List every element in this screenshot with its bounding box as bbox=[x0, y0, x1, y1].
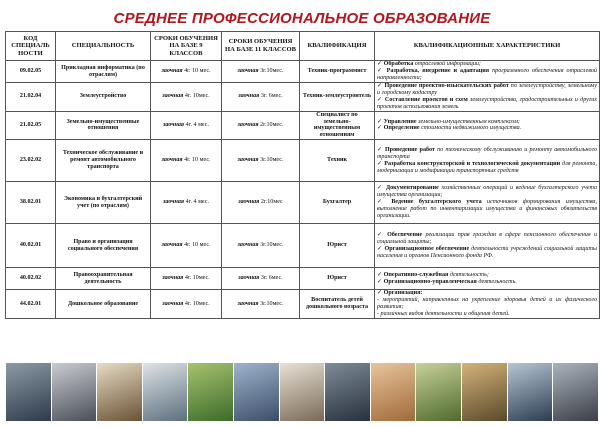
table-row bbox=[6, 268, 600, 290]
cell-specialty: Земельно-имущественные отношения bbox=[56, 111, 151, 140]
characteristic-text: хозяйственных операций и ведение бухгалтерского учета имущества организации; bbox=[377, 185, 597, 199]
cell-code: 23.02.02 bbox=[6, 140, 56, 182]
characteristic-text: деятельность; bbox=[449, 271, 489, 278]
characteristic-item bbox=[377, 311, 597, 318]
term9-mode: заочная bbox=[162, 275, 184, 282]
term9-value: 4г. 10 мес. bbox=[184, 157, 211, 164]
page-title: СРЕДНЕЕ ПРОФЕССИОНАЛЬНОЕ ОБРАЗОВАНИЕ bbox=[113, 10, 491, 27]
term11-mode: заочная bbox=[237, 300, 259, 307]
term11-mode: заочная bbox=[237, 157, 259, 164]
table-row bbox=[6, 83, 600, 112]
cell-term11 bbox=[222, 268, 300, 290]
characteristic-item: ✓ Оперативно-служебная деятельность; bbox=[377, 271, 489, 278]
cell-qualification: Юрист bbox=[300, 224, 375, 268]
photo-strip bbox=[6, 363, 598, 421]
term9-mode: заочная bbox=[162, 199, 185, 206]
term9-mode: заочная bbox=[162, 300, 184, 307]
table-row bbox=[6, 111, 600, 140]
cell-term9 bbox=[151, 61, 222, 83]
header-characteristics: КВАЛИФИКАЦИОННЫЕ ХАРАКТЕРИСТИКИ bbox=[375, 32, 600, 61]
characteristic-item: ✓ Документирование хозяйственных операций и ведение бухгалтерского учета имущества организации; bbox=[377, 185, 597, 199]
characteristic-bold: Разработка, внедрение и адаптация bbox=[386, 68, 490, 75]
table-row bbox=[6, 182, 600, 224]
characteristic-bold: Организация: bbox=[383, 290, 423, 297]
cell-code: 21.02.04 bbox=[6, 83, 56, 112]
term9-value: 4г. 10мес. bbox=[184, 300, 210, 307]
cell-qualification: Воспитатель детей дошкольного возраста bbox=[300, 290, 375, 319]
characteristic-bold: Организационно-управленческая bbox=[383, 278, 477, 285]
cell-characteristics bbox=[375, 111, 600, 140]
photo-laptop bbox=[325, 363, 370, 421]
characteristic-item: ✓ Составление проектов и схем землеустройства, градостроительных и других проектов использования земель bbox=[377, 96, 597, 110]
characteristic-bold: Ведение бухгалтерского учета bbox=[391, 199, 482, 206]
cell-specialty: Дошкольное образование bbox=[56, 290, 151, 319]
photo-car-service bbox=[553, 363, 598, 421]
cell-specialty: Правоохранительная деятельность bbox=[56, 268, 151, 290]
cell-term9 bbox=[151, 268, 222, 290]
term9-value: 4г. 4 мес. bbox=[185, 199, 210, 206]
cell-code: 09.02.05 bbox=[6, 61, 56, 83]
characteristic-bold: Определение bbox=[383, 125, 420, 132]
term11-value: 2г.10мес bbox=[260, 199, 283, 206]
photo-mechanic bbox=[508, 363, 553, 421]
term9-mode: заочная bbox=[161, 242, 183, 249]
characteristic-bold: Организационное обеспечение bbox=[384, 245, 470, 252]
characteristic-item: ✓ Проведение работ по техническому обслуживанию и ремонту автомобильного транспорта bbox=[377, 146, 597, 160]
characteristic-bold: Управление bbox=[383, 118, 417, 125]
characteristic-item: ✓ Разработка, внедрение и адаптация программного обеспечения отраслевой направленности; bbox=[377, 68, 597, 81]
characteristic-bold: Обработка bbox=[383, 61, 414, 68]
photo-writing bbox=[280, 363, 325, 421]
photo-land-model bbox=[188, 363, 233, 421]
characteristic-text: по техническому обслуживанию и ремонту автомобильного транспорта bbox=[377, 146, 597, 160]
header-qualification: КВАЛИФИКАЦИЯ bbox=[300, 32, 375, 61]
term11-value: 3г.10мес. bbox=[260, 300, 284, 307]
characteristic-text: - мероприятий, направленных на укрепление здоровья детей и их физического развития; bbox=[377, 297, 597, 311]
cell-specialty: Право и организация социального обеспечения bbox=[56, 224, 151, 268]
cell-characteristics bbox=[375, 290, 600, 319]
characteristic-item: ✓ Определение стоимости недвижимого имущества. bbox=[377, 125, 522, 132]
characteristic-item: ✓ Организационное обеспечение деятельности учреждений социальной защиты населения и органов Пенсионного фонда РФ. bbox=[377, 245, 597, 259]
table-row bbox=[6, 61, 600, 83]
characteristic-text: программного обеспечения отраслевой направленности; bbox=[377, 68, 597, 81]
characteristic-text: источников формирования имущества, выполнение работ по инвентаризации имущества и финансовых обязательств организации. bbox=[377, 199, 597, 220]
header-specialty: СПЕЦИАЛЬНОСТЬ bbox=[56, 32, 151, 61]
term9-mode: заочная bbox=[162, 121, 185, 128]
cell-term11 bbox=[222, 140, 300, 182]
cell-characteristics bbox=[375, 224, 600, 268]
cell-characteristics bbox=[375, 140, 600, 182]
term11-mode: заочная bbox=[238, 199, 260, 206]
term11-value: 2г.10мес. bbox=[260, 121, 284, 128]
characteristic-item: ✓ Организационно-управленческая деятельность. bbox=[377, 278, 517, 285]
characteristic-bold: Проведение проектно-изыскательских работ bbox=[384, 83, 509, 89]
characteristic-item: ✓ Ведение бухгалтерского учета источников формирования имущества, выполнение работ по инвентаризации имущества и финансовых обязательств организации. bbox=[377, 199, 597, 220]
term9-value: 4г. 10мес. bbox=[184, 93, 210, 100]
cell-term11 bbox=[222, 182, 300, 224]
cell-qualification: Юрист bbox=[300, 268, 375, 290]
characteristic-bold: Разработка конструкторской и технологической документации bbox=[384, 160, 561, 167]
term9-value: 4г. 10 мес. bbox=[184, 242, 211, 249]
characteristic-text: - различных видов деятельности и общения детей. bbox=[377, 310, 510, 317]
photo-notebook bbox=[97, 363, 142, 421]
characteristic-text: по землеустройству, земельному и городскому кадастру bbox=[377, 83, 597, 96]
characteristic-bold: Обеспечение bbox=[387, 231, 423, 238]
cell-term11 bbox=[222, 224, 300, 268]
term9-mode: заочная bbox=[161, 68, 183, 75]
characteristic-item: ✓ Обработка отраслевой информации; bbox=[377, 61, 481, 68]
cell-qualification: Техник-программист bbox=[300, 61, 375, 83]
term11-value: 3г.10мес. bbox=[260, 157, 284, 164]
characteristic-bold: Составление проектов и схем bbox=[384, 96, 468, 103]
characteristic-item: ✓ Управление земельно-имущественным комплексом; bbox=[377, 118, 520, 125]
cell-term9 bbox=[151, 182, 222, 224]
term9-value: 4г. 10 мес. bbox=[184, 68, 211, 75]
characteristic-text: деятельности учреждений социальной защиты населения и органов Пенсионного фонда РФ. bbox=[377, 245, 597, 259]
cell-term9 bbox=[151, 224, 222, 268]
cell-specialty: Землеустройство bbox=[56, 83, 151, 112]
cell-characteristics bbox=[375, 182, 600, 224]
characteristic-bold: Оперативно-служебная bbox=[383, 271, 449, 278]
term9-mode: заочная bbox=[162, 93, 184, 100]
characteristic-bold: Документирование bbox=[385, 185, 439, 192]
header-term9: СРОКИ ОБУЧЕНИЯ НА БАЗЕ 9 КЛАССОВ bbox=[151, 32, 222, 61]
table-row bbox=[6, 290, 600, 319]
cell-specialty: Прикладная информатика (по отраслям) bbox=[56, 61, 151, 83]
cell-characteristics bbox=[375, 61, 600, 83]
cell-specialty: Экономика и бухгалтерский учет (по отраслям) bbox=[56, 182, 151, 224]
term9-value: 4г. 10мес. bbox=[184, 275, 210, 282]
photo-surveyor bbox=[462, 363, 507, 421]
table-row bbox=[6, 224, 600, 268]
cell-term9 bbox=[151, 140, 222, 182]
characteristic-text: стоимости недвижимого имущества. bbox=[421, 125, 522, 132]
cell-characteristics bbox=[375, 83, 600, 112]
photo-kids bbox=[371, 363, 416, 421]
cell-code: 21.02.05 bbox=[6, 111, 56, 140]
cell-term11 bbox=[222, 61, 300, 83]
cell-specialty: Техническое обслуживание и ремонт автомобильного транспорта bbox=[56, 140, 151, 182]
term11-value: 3г. 6мес. bbox=[260, 275, 283, 282]
characteristic-text: земельно-имущественным комплексом; bbox=[418, 118, 520, 125]
characteristic-text: отраслевой информации; bbox=[414, 61, 481, 68]
term11-mode: заочная bbox=[237, 121, 259, 128]
term11-mode: заочная bbox=[238, 275, 260, 282]
cell-term11 bbox=[222, 290, 300, 319]
photo-farmland bbox=[416, 363, 461, 421]
term11-value: 3г. 6мес. bbox=[260, 93, 283, 100]
term11-mode: заочная bbox=[237, 68, 259, 75]
characteristic-text: для ремонта, модернизации и модификации транспортных средств bbox=[377, 160, 597, 174]
table-header-row bbox=[6, 32, 600, 61]
term9-value: 4г. 4 мес. bbox=[185, 121, 210, 128]
cell-term9 bbox=[151, 290, 222, 319]
characteristic-item: ✓ Обеспечение реализации прав граждан в сфере пенсионного обеспечения и социальной защиты; bbox=[377, 231, 597, 245]
characteristic-item bbox=[377, 297, 597, 311]
header-code: КОД СПЕЦИАЛЬ НОСТИ bbox=[6, 32, 56, 61]
characteristic-bold: Проведение работ bbox=[384, 146, 435, 153]
term11-mode: заочная bbox=[238, 93, 260, 100]
cell-qualification: Техник bbox=[300, 140, 375, 182]
term11-mode: заочная bbox=[237, 242, 259, 249]
characteristic-item: ✓ Проведение проектно-изыскательских работ по землеустройству, земельному и городскому кадастру bbox=[377, 83, 597, 96]
characteristic-text: реализации прав граждан в сфере пенсионного обеспечения и социальной защиты; bbox=[377, 231, 597, 245]
cell-characteristics bbox=[375, 268, 600, 290]
cell-qualification: Бухгалтер bbox=[300, 182, 375, 224]
photo-city bbox=[234, 363, 279, 421]
term11-value: 3г.10мес. bbox=[260, 68, 284, 75]
term11-value: 3г.10мес. bbox=[260, 242, 284, 249]
header-term11: СРОКИ ОБУЧЕНИЯ НА БАЗЕ 11 КЛАССОВ bbox=[222, 32, 300, 61]
photo-police bbox=[6, 363, 51, 421]
specialties-table bbox=[5, 31, 600, 319]
cell-code: 40.02.01 bbox=[6, 224, 56, 268]
cell-term11 bbox=[222, 111, 300, 140]
characteristic-text: деятельность. bbox=[478, 278, 517, 285]
cell-term11 bbox=[222, 83, 300, 112]
cell-qualification: Техник-землеустроитель bbox=[300, 83, 375, 112]
photo-calculator bbox=[52, 363, 97, 421]
table-row bbox=[6, 140, 600, 182]
photo-documents bbox=[143, 363, 188, 421]
characteristic-item: ✓ Организация: bbox=[377, 290, 423, 297]
cell-code: 44.02.01 bbox=[6, 290, 56, 319]
cell-code: 40.02.02 bbox=[6, 268, 56, 290]
term9-mode: заочная bbox=[161, 157, 183, 164]
cell-code: 38.02.01 bbox=[6, 182, 56, 224]
characteristic-item: ✓ Разработка конструкторской и технологической документации для ремонта, модернизации и модификации транспортных средств bbox=[377, 160, 597, 174]
characteristic-text: землеустройства, градостроительных и других проектов использования земель bbox=[377, 96, 597, 110]
cell-term9 bbox=[151, 83, 222, 112]
cell-qualification: Специалист по земельно-имущественным отношениям bbox=[300, 111, 375, 140]
cell-term9 bbox=[151, 111, 222, 140]
